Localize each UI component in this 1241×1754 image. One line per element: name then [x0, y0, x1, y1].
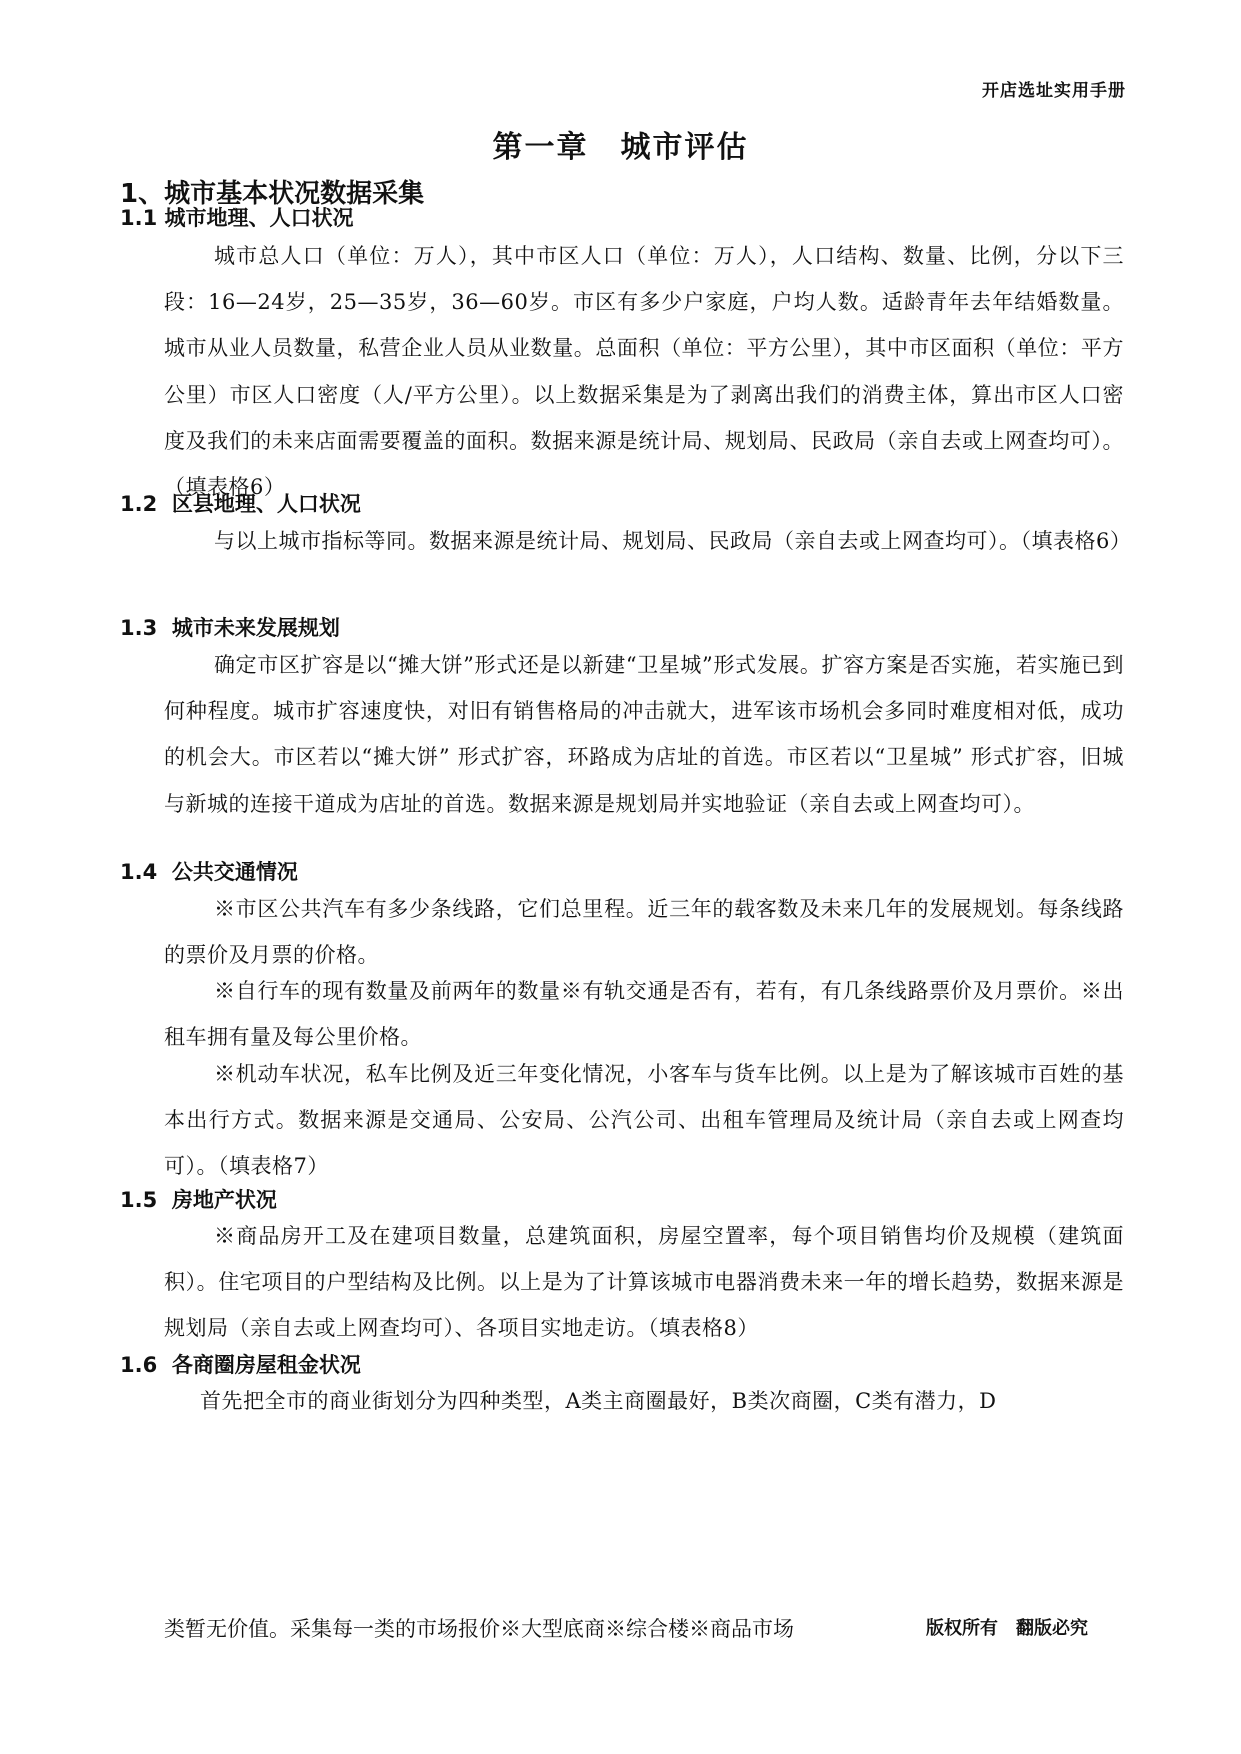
paragraph-1-2: 与以上城市指标等同。数据来源是统计局、规划局、民政局（亲自去或上网查均可）。（填表格6） [214, 529, 1132, 553]
paragraph-1-5: ※商品房开工及在建项目数量，总建筑面积，房屋空置率，每个项目销售均价及规模（建筑面积）。住宅项目的户型结构及比例。以上是为了计算该城市电器消费未来一年的增长趋势，数据来源是规划局（亲自去或上网查均可）、各项目实地走访。（填表格8） [164, 1224, 1124, 1341]
document-header-title: 开店选址实用手册 [982, 81, 1126, 101]
paragraph-1-4-b: ※自行车的现有数量及前两年的数量※有轨交通是否有，若有，有几条线路票价及月票价。※出租车拥有量及每公里价格。 [164, 979, 1124, 1050]
subsection-heading-1-5: 1.5 房地产状况 [120, 1188, 277, 1212]
paragraph-1-1: 城市总人口（单位：万人），其中市区人口（单位：万人），人口结构、数量、比例，分以下三段：16—24岁，25—35岁，36—60岁。市区有多少户家庭，户均人数。适龄青年去年结婚数量。城市从业人员数量，私营企业人员从业数量。总面积（单位：平方公里），其中市区面积（单位：平方公里）市区人口密度（人/平方公里）。以上数据采集是为了剥离出我们的消费主体，算出市区人口密度及我们的未来店面需要覆盖的面积。数据来源是统计局、规划局、民政局（亲自去或上网查均可）。（填表格6） [164, 244, 1124, 500]
paragraph-1-4-a: ※市区公共汽车有多少条线路，它们总里程。近三年的载客数及未来几年的发展规划。每条线路的票价及月票的价格。 [164, 897, 1124, 968]
subsection-heading-1-2: 1.2 区县地理、人口状况 [120, 492, 361, 516]
paragraph-1-6-last-line: 类暂无价值。采集每一类的市场报价※大型底商※综合楼※商品市场 [164, 1617, 794, 1641]
paragraph-1-6: 首先把全市的商业街划分为四种类型，A类主商圈最好，B类次商圈，C类有潜力，D [200, 1389, 997, 1413]
paragraph-1-4-c: ※机动车状况，私车比例及近三年变化情况，小客车与货车比例。以上是为了解该城市百姓的基本出行方式。数据来源是交通局、公安局、公汽公司、出租车管理局及统计局（亲自去或上网查均可）。（填表格7） [164, 1062, 1124, 1179]
subsection-heading-1-6: 1.6 各商圈房屋租金状况 [120, 1353, 361, 1377]
subsection-heading-1-1: 1.1 城市地理、人口状况 [120, 206, 354, 230]
chapter-title: 第一章 城市评估 [492, 130, 749, 165]
section-title: 1、城市基本状况数据采集 [120, 179, 425, 209]
copyright-footer: 版权所有 翻版必究 [920, 1606, 1126, 1652]
paragraph-1-3: 确定市区扩容是以“摊大饼”形式还是以新建“卫星城”形式发展。扩容方案是否实施，若实施已到何种程度。城市扩容速度快，对旧有销售格局的冲击就大，进军该市场机会多同时难度相对低，成功的机会大。市区若以“摊大饼” 形式扩容，环路成为店址的首选。市区若以“卫星城” 形式扩容，旧城与新城的连接干道成为店址的首选。数据来源是规划局并实地验证（亲自去或上网查均可）。 [164, 653, 1124, 816]
subsection-heading-1-4: 1.4 公共交通情况 [120, 860, 298, 884]
subsection-heading-1-3: 1.3 城市未来发展规划 [120, 616, 340, 640]
